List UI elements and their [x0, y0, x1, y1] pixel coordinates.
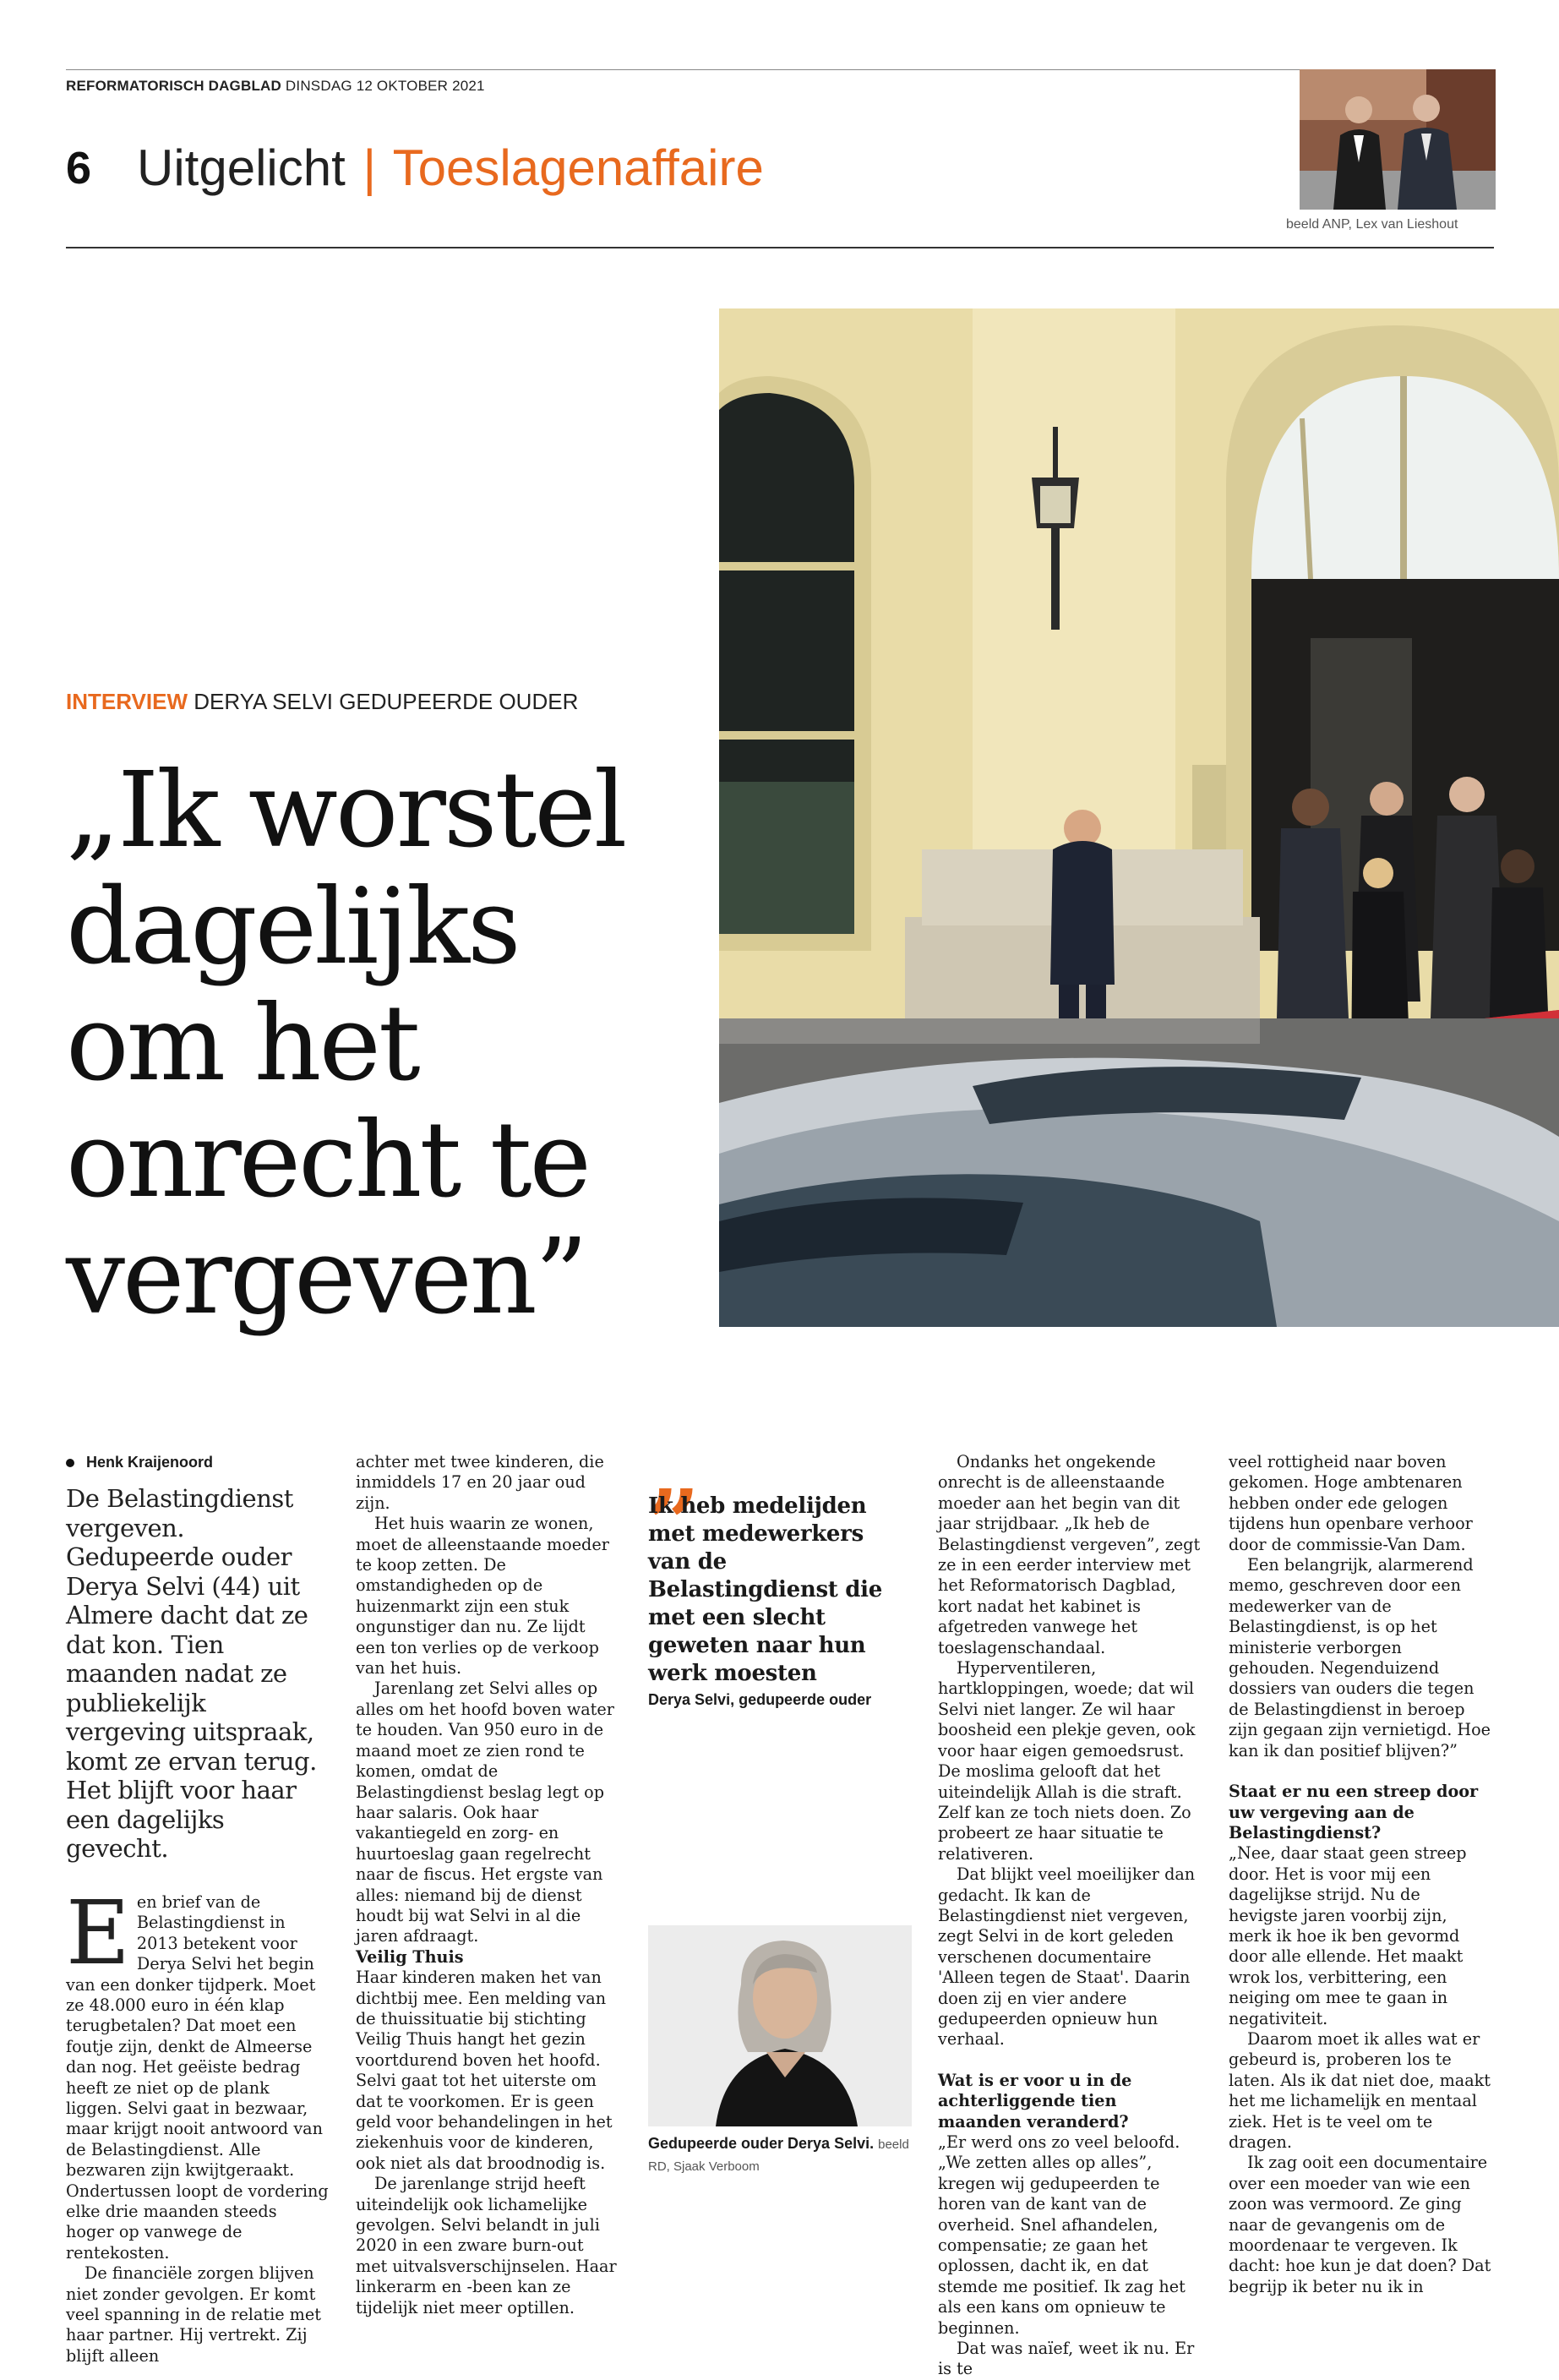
- body-paragraph: Dat blijkt veel moeilijker dan gedacht. Ik kan de Belastingdienst niet vergeven, zegt Selvi in de kort geleden verschenen documentaire 'Alleen tegen de Staat'. Daarin doen zij en vier andere gedupeerden opnieuw hun verhaal.: [938, 1864, 1196, 2050]
- body-paragraph: Daarom moet ik alles wat er gebeurd is, proberen los te laten. Als ik dat niet doe, maakt het me lichamelijk en mentaal ziek. Het is te veel om te dragen.: [1229, 2028, 1491, 2152]
- headline-line: om het: [66, 983, 418, 1105]
- body-paragraph: Een belangrijk, alarmerend memo, geschreven door een medewerker van de Belastingdienst, is op het ministerie verborgen gehouden. Negenduizend dossiers van ouders die tegen de Belastingdienst in beroep zijn gegaan zijn vernietigd. Hoe kan ik dan positief blijven?”: [1229, 1555, 1491, 1760]
- column-2: [356, 1452, 619, 2318]
- masthead: [66, 78, 485, 95]
- header-rule: [66, 247, 1494, 248]
- subheading: Veilig Thuis: [356, 1946, 464, 1967]
- spacer: [938, 2050, 1202, 2071]
- section-title: [137, 139, 764, 197]
- issue-date: DINSDAG 12 OKTOBER 2021: [285, 78, 485, 94]
- bullet-icon: [66, 1459, 74, 1467]
- headline-line: onrecht te: [66, 1100, 589, 1221]
- section-name: Uitgelicht: [137, 139, 346, 196]
- body-paragraph: Hyperventileren, hartkloppingen, woede; dat wil Selvi niet langer. Ze wil haar boosheid een plekje geven, ook voor haar eigen gemoedsrust. De moslima gelooft dat het uiteindelijk Allah is die straft. Zelf kan ze toch niets doen. Zo probeert ze haar situatie te relativeren.: [938, 1658, 1196, 1864]
- interview-question: Staat er nu een streep door uw vergeving aan de Belastingdienst?: [1229, 1782, 1479, 1842]
- column-5: [1229, 1452, 1492, 2297]
- interview-question: Wat is er voor u in de achterliggende tien maanden veranderd?: [938, 2070, 1132, 2132]
- section-topic: Toeslagenaffaire: [392, 139, 764, 196]
- section-separator: |: [362, 139, 377, 196]
- body-paragraph: „Nee, daar staat geen streep door. Het is voor mij een dagelijkse strijd. Nu de hevigste jaren voorbij zijn, merk ik hoe ik ben gevormd door alle ellende. Het maakt wrok los, verbittering, een neiging om mee te gaan in negativiteit.: [1229, 1843, 1467, 2028]
- body-paragraph: Het huis waarin ze wonen, moet de alleenstaande moeder te koop zetten. De omstandigheden op de huizenmarkt zijn een stuk ongunstiger dan nu. Ze lijdt een ton verlies op de verkoop van het huis.: [356, 1514, 609, 1679]
- headline: [66, 750, 691, 1338]
- body-paragraph: veel rottigheid naar boven gekomen. Hoge ambtenaren hebben onder ede gelogen tijdens hun openbare verhoor door de commissie-Van Dam.: [1229, 1452, 1473, 1554]
- page-number: 6: [66, 143, 92, 194]
- body-paragraph: Ondanks het ongekende onrecht is de alleenstaande moeder aan het begin van dit jaar strijdbaar. „Ik heb de Belastingdienst vergeven”, zegt ze in een eerder interview met het Reformatorisch Dagblad, kort nadat het kabinet is afgetreden vanwege het toeslagenschandaal.: [938, 1452, 1201, 1657]
- body-paragraph: achter met twee kinderen, die inmiddels 17 en 20 jaar oud zijn.: [356, 1452, 604, 1513]
- quote-source: Derya Selvi, gedupeerde ouder: [648, 1691, 872, 1708]
- byline: [66, 1452, 330, 1472]
- article-intro: De Belastingdienst vergeven. Gedupeerde ouder Derya Selvi (44) uit Almere dacht dat ze dat kon. Tien maanden nadat ze publiekelijk vergeving uitspraak, komt ze ervan terug. Het blijft voor haar een dagelijks gevecht.: [66, 1484, 317, 1864]
- body-paragraph: De financiële zorgen blijven niet zonder gevolgen. Er komt veel spanning in de relatie met haar partner. Hij vertrekt. Zij blijft alleen: [66, 2263, 321, 2366]
- body-paragraph: De jarenlange strijd heeft uiteindelijk ook lichamelijke gevolgen. Selvi belandt in juli 2020 in een zware burn-out met uitvalsverschijnselen. Haar linkerarm en -been kan ze tijdelijk niet meer optillen.: [356, 2174, 617, 2317]
- headline-line: vergeven”: [66, 1216, 586, 1338]
- body-paragraph: „Er werd ons zo veel beloofd. „We zetten alles op alles”, kregen wij gedupeerden te horen van de kant van de overheid. Snel afhandelen, compensatie; ze gaan het oplossen, dacht ik, en dat stemde me positief. Ik zag het als een kans om opnieuw te beginnen.: [938, 2132, 1186, 2338]
- headline-line: „Ik worstel: [66, 750, 625, 871]
- author-name: Henk Kraijenoord: [86, 1454, 214, 1471]
- thumbnail-credit: beeld ANP, Lex van Lieshout: [1286, 217, 1458, 232]
- spacer: [1229, 1761, 1492, 1782]
- paragraph-text: en brief van de Belastingdienst in 2013 betekent voor Derya Selvi het begin van een donker tijdperk. Moet ze 48.000 euro in één klap terugbetalen? Dat moet een foutje zijn, denkt de Almeerse dan nog. Het geëiste bedrag heeft ze niet op de plank liggen. Selvi gaat in bezwaar, maar krijgt nooit antwoord van de Belastingdienst. Alle bezwaren zijn kwijtgeraakt. Ondertussen loopt de vordering elke drie maanden steeds hoger op vanwege de rentekosten.: [66, 1891, 329, 2263]
- column-4: [938, 1452, 1202, 2380]
- article-kicker: [66, 689, 578, 715]
- body-paragraph: Ik zag ooit een documentaire over een moeder van wie een zoon was vermoord. Ze ging naar de gevangenis om de moordenaar te vergeven. Ik dacht: hoe kun je dat doen? Dat begrijp ik beter nu ik in: [1229, 2153, 1491, 2296]
- top-rule: [66, 69, 1494, 70]
- column-1: [66, 1452, 330, 2366]
- kicker-text: DERYA SELVI GEDUPEERDE OUDER: [194, 689, 579, 714]
- caption-credit: beeld RD, Sjaak Verboom: [648, 2137, 909, 2174]
- headline-line: dagelijks: [66, 866, 519, 988]
- body-paragraph: Jarenlang zet Selvi alles op alles om het hoofd boven water te houden. Van 950 euro in de maand moet ze zien rond te komen, omdat de Belastingdienst beslag legt op haar salaris. Ook haar vakantiegeld en zorg- en huurtoeslag gaan regelrecht naar de fiscus. Het ergste van alles: niemand bij de dienst houdt bij wat Selvi in al die jaren afdraagt.: [356, 1679, 614, 1946]
- body-paragraph: Haar kinderen maken het van dichtbij mee. Een melding van de thuissituatie bij stichting Veilig Thuis hangt het gezin voortdurend boven het hoofd. Selvi gaat tot het uiterste om dat te voorkomen. Er is geen geld voor behandelingen in het ziekenhuis voor de kinderen, ook niet als dat broodnodig is.: [356, 1968, 613, 2173]
- paper-name: REFORMATORISCH DAGBLAD: [66, 78, 281, 94]
- header-thumbnail-photo: [1300, 69, 1496, 210]
- drop-cap: E: [66, 1881, 130, 1984]
- pull-quote: [648, 1416, 912, 1709]
- quote-mark-icon: „: [648, 1416, 702, 1525]
- quote-text: Ik heb medelijden met medewerkers van de Belastingdienst die met een slecht geweten naar hun werk moesten: [648, 1493, 882, 1686]
- body-paragraph: Dat was naïef, weet ik nu. Er is te: [938, 2339, 1195, 2379]
- body-paragraph: [66, 1881, 330, 2263]
- caption-text: Gedupeerde ouder Derya Selvi.: [648, 2135, 875, 2152]
- main-photo: [719, 308, 1559, 1327]
- portrait-photo: [648, 1925, 912, 2126]
- portrait-caption: [648, 2133, 912, 2177]
- kicker-label: INTERVIEW: [66, 689, 188, 714]
